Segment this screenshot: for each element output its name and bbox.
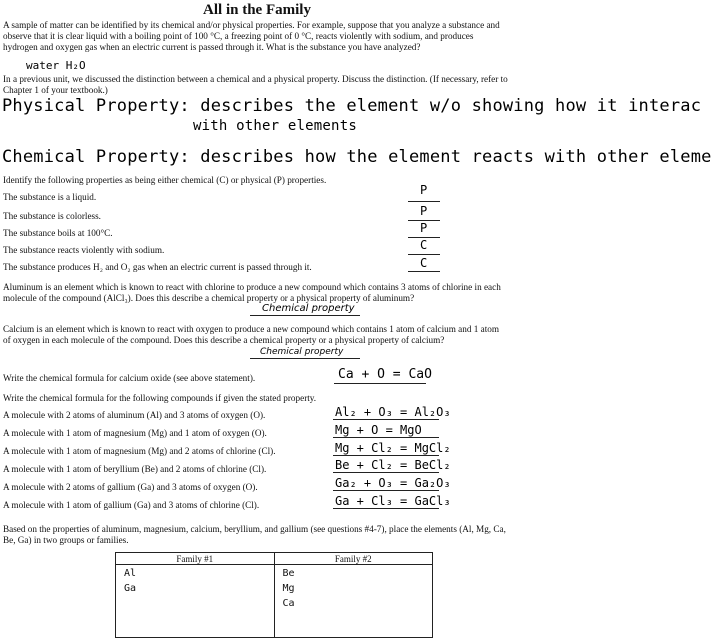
answer-underline <box>334 383 426 384</box>
compounds-prompt: Write the chemical formula for the following compounds if given the stated property. <box>3 393 317 403</box>
compound-answer: Mg + O = MgO <box>335 423 422 437</box>
calcium-answer: Chemical property <box>260 347 344 357</box>
aluminum-answer: Chemical property <box>262 303 355 314</box>
family-1-header: Family #1 <box>116 553 275 565</box>
families-prompt: Based on the properties of aluminum, magnesium, calcium, beryllium, and gallium (see questions #4-7), place the elements (Al, Mg, Ca, Be, Ga) in two groups or families. <box>3 524 506 545</box>
chemical-property-definition: Chemical Property: describes how the element reacts with other eleme <box>2 147 712 167</box>
answer-underline <box>333 472 439 473</box>
family-1-element: Al <box>124 568 137 579</box>
compound-answer: Be + Cl₂ = BeCl₂ <box>335 458 451 472</box>
compound-item: A molecule with 2 atoms of aluminum (Al) and 3 atoms of oxygen (O). <box>3 410 266 420</box>
identify-prompt: Identify the following properties as being either chemical (C) or physical (P) properties. <box>3 175 327 185</box>
property-item: The substance is a liquid. <box>3 192 97 202</box>
physical-property-definition: Physical Property: describes the element w/o showing how it interac <box>2 96 702 116</box>
answer-underline <box>333 490 439 491</box>
physical-property-definition-cont: with other elements <box>193 118 357 134</box>
property-answer: P <box>420 204 428 218</box>
intro-paragraph: A sample of matter can be identified by its chemical and/or physical properties. For example, suppose that you analyze a substance and observe that it is clear liquid with a boiling point of 100 °C, a freezing point of 0 °C, reacts violently with sodium, and produces hydrogen and oxygen gas when an electric current is passed through it. What is the substance you have analyzed? <box>3 20 500 52</box>
intro-answer: water H₂O <box>26 59 86 72</box>
aluminum-question: Aluminum is an element which is known to react with chlorine to produce a new compound which contains 3 atoms of chlorine in each molecule of the compound (AlCl₃). Does this describe a chemical property or a physical property of aluminum? <box>3 282 501 303</box>
family-2-header: Family #2 <box>274 553 433 565</box>
compound-item: A molecule with 2 atoms of gallium (Ga) and 3 atoms of oxygen (O). <box>3 482 258 492</box>
family-2-element: Be <box>282 568 295 579</box>
compound-item: A molecule with 1 atom of magnesium (Mg) and 2 atoms of chlorine (Cl). <box>3 446 276 456</box>
formula-answer: Ca + O = CaO <box>338 367 432 382</box>
answer-underline <box>333 508 439 509</box>
calcium-question: Calcium is an element which is known to react with oxygen to produce a new compound which contains 1 atom of calcium and 1 atom of oxygen in each molecule of the compound. Does this describe a chemical property or a physical property of calcium? <box>3 324 499 345</box>
page-title: All in the Family <box>203 2 311 18</box>
property-answer: P <box>420 221 428 235</box>
property-answer: P <box>420 183 428 197</box>
compound-item: A molecule with 1 atom of gallium (Ga) and 3 atoms of chlorine (Cl). <box>3 500 260 510</box>
property-answer: C <box>420 238 428 252</box>
family-table <box>115 552 433 638</box>
family-1-cell <box>116 565 275 638</box>
compound-answer: Ga + Cl₃ = GaCl₃ <box>335 494 451 508</box>
answer-underline <box>408 271 440 272</box>
property-item: The substance produces H₂ and O₂ gas when an electric current is passed through it. <box>3 262 312 272</box>
answer-underline <box>333 419 439 420</box>
family-2-cell <box>274 565 433 638</box>
answer-underline <box>408 201 440 202</box>
answer-underline <box>333 437 439 438</box>
property-item: The substance boils at 100°C. <box>3 228 113 238</box>
family-2-element: Ca <box>282 598 295 609</box>
property-answer: C <box>420 256 428 270</box>
compound-answer: Mg + Cl₂ = MgCl₂ <box>335 441 451 455</box>
property-item: The substance is colorless. <box>3 211 101 221</box>
distinction-prompt: In a previous unit, we discussed the distinction between a chemical and a physical property. Discuss the distinction. (If necessary, refer to Chapter 1 of your textbook.) <box>3 74 508 95</box>
compound-answer: Al₂ + O₃ = Al₂O₃ <box>335 405 451 419</box>
answer-underline <box>408 254 440 255</box>
answer-underline <box>250 315 360 316</box>
answer-underline <box>333 455 439 456</box>
compound-answer: Ga₂ + O₃ = Ga₂O₃ <box>335 476 451 490</box>
compound-item: A molecule with 1 atom of magnesium (Mg) and 1 atom of oxygen (O). <box>3 428 267 438</box>
formula-question: Write the chemical formula for calcium oxide (see above statement). <box>3 373 256 383</box>
property-item: The substance reacts violently with sodium. <box>3 245 165 255</box>
family-1-element: Ga <box>124 583 137 594</box>
family-2-element: Mg <box>282 583 295 594</box>
answer-underline <box>250 358 360 359</box>
compound-item: A molecule with 1 atom of beryllium (Be) and 2 atoms of chlorine (Cl). <box>3 464 267 474</box>
